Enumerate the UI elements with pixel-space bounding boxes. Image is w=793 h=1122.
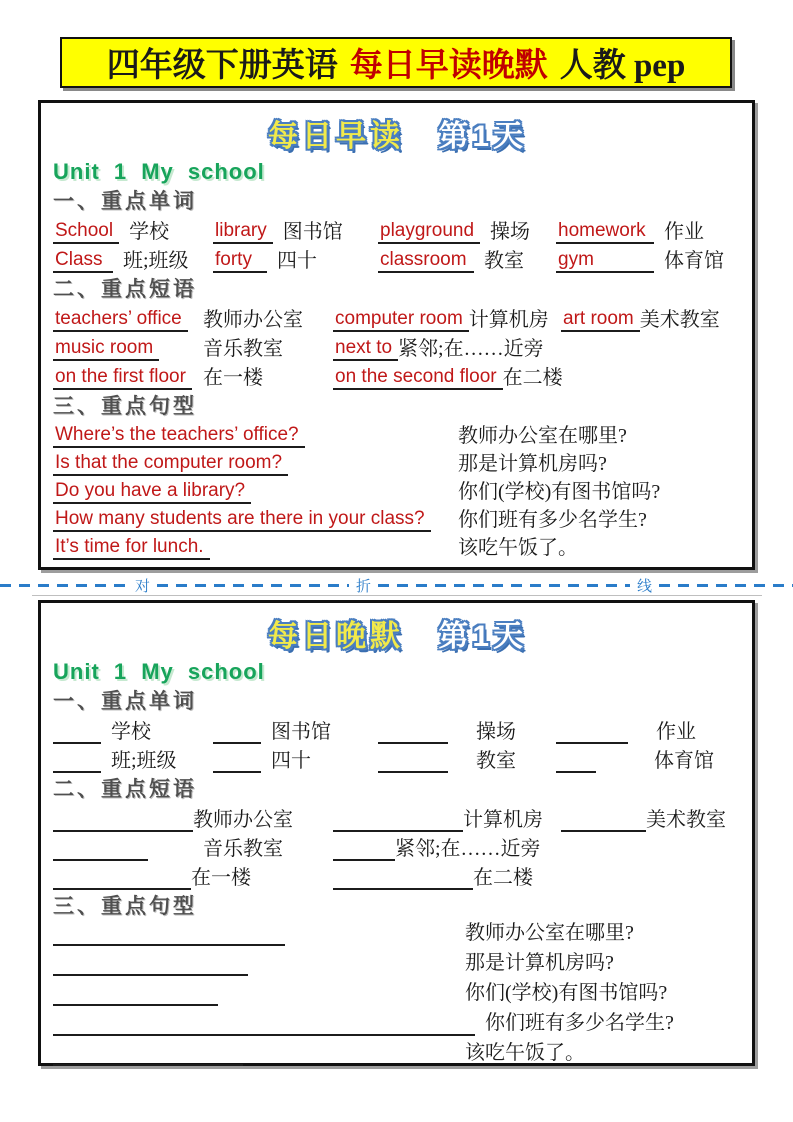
sentence-row [53,504,742,532]
phrase-blank-pair [53,803,333,832]
answer-blank [378,724,448,744]
sentence-row [53,532,742,560]
answer-blank [333,812,463,832]
sentence-en: How many students are there in your class? [53,508,431,532]
phrase-pair [333,361,561,390]
evening-title [53,611,742,655]
word-en: library [213,220,273,244]
phrase-zh: 在二楼 [473,867,533,889]
answer-blank [53,753,101,773]
phrase-blank-pair [333,861,561,890]
phrase-zh: 教师办公室 [203,309,303,331]
word-zh: 四十 [271,750,311,772]
answer-blank [53,926,285,946]
answer-blank [53,724,101,744]
sentence-row [53,420,742,448]
sentence-row [53,476,742,504]
answer-blank [556,724,628,744]
sentence-zh: 那是计算机房吗? [465,952,614,974]
phrase-zh: 美术教室 [646,809,726,831]
morning-reading-section [38,100,755,570]
word-pair [53,244,213,273]
phrase-blank-row [53,832,742,861]
sentence-zh: 那是计算机房吗? [458,453,607,475]
word-blank-row [53,744,742,773]
phrase-zh: 教师办公室 [193,809,293,831]
word-zh: 图书馆 [282,221,343,243]
phrase-zh: 音乐教室 [203,338,283,360]
word-row [53,215,742,244]
phrase-zh: 美术教室 [639,309,720,331]
phrase-pair [333,303,561,332]
sentence-zh: 教师办公室在哪里? [458,425,627,447]
phrase-row [53,361,742,390]
phrase-en: art room [561,308,640,332]
section-heading-phrases: 二、重点短语 [53,277,197,301]
answer-blank [561,812,646,832]
morning-title-day: 第1天 [438,120,528,153]
word-blank-pair [556,715,742,744]
phrase-zh: 在一楼 [191,867,251,889]
fold-char-right: 线 [637,578,653,595]
unit-heading: Unit 1 My school [53,659,265,684]
title-banner [60,37,732,88]
sentence-zh: 你们(学校)有图书馆吗? [458,481,661,503]
word-blank-pair [53,715,213,744]
word-en: classroom [378,249,474,273]
section-heading-words: 一、重点单词 [53,189,197,213]
section-heading-sentences: 三、重点句型 [53,394,197,418]
fold-char-middle: 折 [356,578,372,595]
word-pair [213,215,378,244]
answer-blank [53,1016,475,1036]
word-pair [213,244,378,273]
evening-dictation-section [38,600,755,1066]
word-zh: 四十 [277,250,317,272]
sentence-zh: 你们班有多少名学生? [458,509,647,531]
phrase-blank-pair [53,861,333,890]
answer-blank [53,841,148,861]
word-blank-pair [213,715,378,744]
sentence-en: It’s time for lunch. [53,536,210,560]
sentence-en: Is that the computer room? [53,452,288,476]
publisher-label: 人教 pep [559,48,686,84]
word-blank-pair [556,744,742,773]
phrase-blank-pair [53,832,333,861]
phrase-zh: 紧邻;在……近旁 [398,338,544,360]
word-row [53,244,742,273]
word-zh: 作业 [656,721,696,743]
fold-line [0,576,793,594]
sentence-zh: 教师办公室在哪里? [465,922,634,944]
phrase-zh: 紧邻;在……近旁 [395,838,541,860]
phrase-blank-row [53,861,742,890]
phrase-pair [53,361,333,390]
fold-char-left: 对 [135,578,151,595]
sentence-en: Do you have a library? [53,480,251,504]
phrase-en: teachers’ office [53,308,188,332]
answer-blank [333,870,473,890]
phrase-en: next to [333,337,398,361]
word-zh: 图书馆 [271,721,331,743]
phrase-en: on the second floor [333,366,503,390]
word-blank-pair [378,744,556,773]
phrase-pair [53,332,333,361]
answer-blank [556,753,596,773]
word-zh: 班;班级 [123,250,189,272]
sentence-zh: 该吃午饭了。 [458,537,578,559]
word-en: School [53,220,119,244]
phrase-pair [561,303,742,332]
morning-title [53,111,742,155]
answer-blank [213,753,261,773]
phrase-en: computer room [333,308,469,332]
phrase-en: music room [53,337,159,361]
word-en: homework [556,220,654,244]
phrase-pair [333,332,561,361]
answer-blank [333,841,395,861]
sentence-zh: 该吃午饭了。 [465,1042,585,1064]
sentence-blank-row [53,920,742,950]
phrase-zh: 在一楼 [203,367,263,389]
word-pair [378,215,556,244]
phrase-row [53,303,742,332]
sentence-blank-row [53,1010,742,1040]
word-zh: 班;班级 [111,750,177,772]
morning-title-text: 每日早读 [267,120,404,153]
section-heading-words: 一、重点单词 [53,689,197,713]
phrase-en: on the first floor [53,366,192,390]
divider-rule [32,595,762,596]
word-zh: 学校 [129,221,170,243]
word-pair [556,244,742,273]
answer-blank [53,986,218,1006]
phrase-pair [53,303,333,332]
phrase-zh: 音乐教室 [203,838,283,860]
sentence-row [53,448,742,476]
answer-blank [213,724,261,744]
sentence-en: Where’s the teachers’ office? [53,424,305,448]
phrase-blank-row [53,803,742,832]
phrase-blank-pair [333,803,561,832]
sentence-blank-row [53,1040,742,1070]
phrase-zh: 计算机房 [463,809,543,831]
series-label: 每日早读晚默 [349,48,548,84]
answer-blank [53,956,248,976]
word-zh: 体育馆 [664,250,724,272]
fold-dash [378,584,630,587]
word-en: Class [53,249,113,273]
word-zh: 教室 [476,750,516,772]
word-zh: 教室 [484,250,524,272]
answer-blank [53,812,193,832]
unit-heading: Unit 1 My school [53,159,265,184]
word-blank-pair [378,715,556,744]
word-zh: 操场 [476,721,516,743]
fold-dash [0,584,128,587]
answer-blank [53,1046,243,1066]
section-heading-phrases: 二、重点短语 [53,777,197,801]
fold-dash [659,584,793,587]
answer-blank [378,753,448,773]
word-blank-row [53,715,742,744]
phrase-blank-pair [333,832,561,861]
word-en: gym [556,249,654,273]
phrase-row [53,332,742,361]
fold-dash [157,584,349,587]
grade-label: 四年级下册英语 [106,48,338,84]
evening-title-text: 每日晚默 [267,620,404,653]
word-pair [378,244,556,273]
word-en: forty [213,249,267,273]
word-zh: 体育馆 [654,750,714,772]
evening-title-day: 第1天 [438,620,528,653]
phrase-zh: 计算机房 [468,309,549,331]
word-blank-pair [213,744,378,773]
word-zh: 作业 [664,221,704,243]
word-zh: 操场 [490,221,531,243]
word-pair [53,215,213,244]
phrase-blank-pair [561,803,742,832]
answer-blank [53,870,191,890]
word-zh: 学校 [111,721,151,743]
sentence-zh: 你们班有多少名学生? [485,1012,674,1034]
word-blank-pair [53,744,213,773]
word-pair [556,215,742,244]
sentence-zh: 你们(学校)有图书馆吗? [465,982,668,1004]
section-heading-sentences: 三、重点句型 [53,894,197,918]
word-en: playground [378,220,480,244]
phrase-zh: 在二楼 [502,367,563,389]
